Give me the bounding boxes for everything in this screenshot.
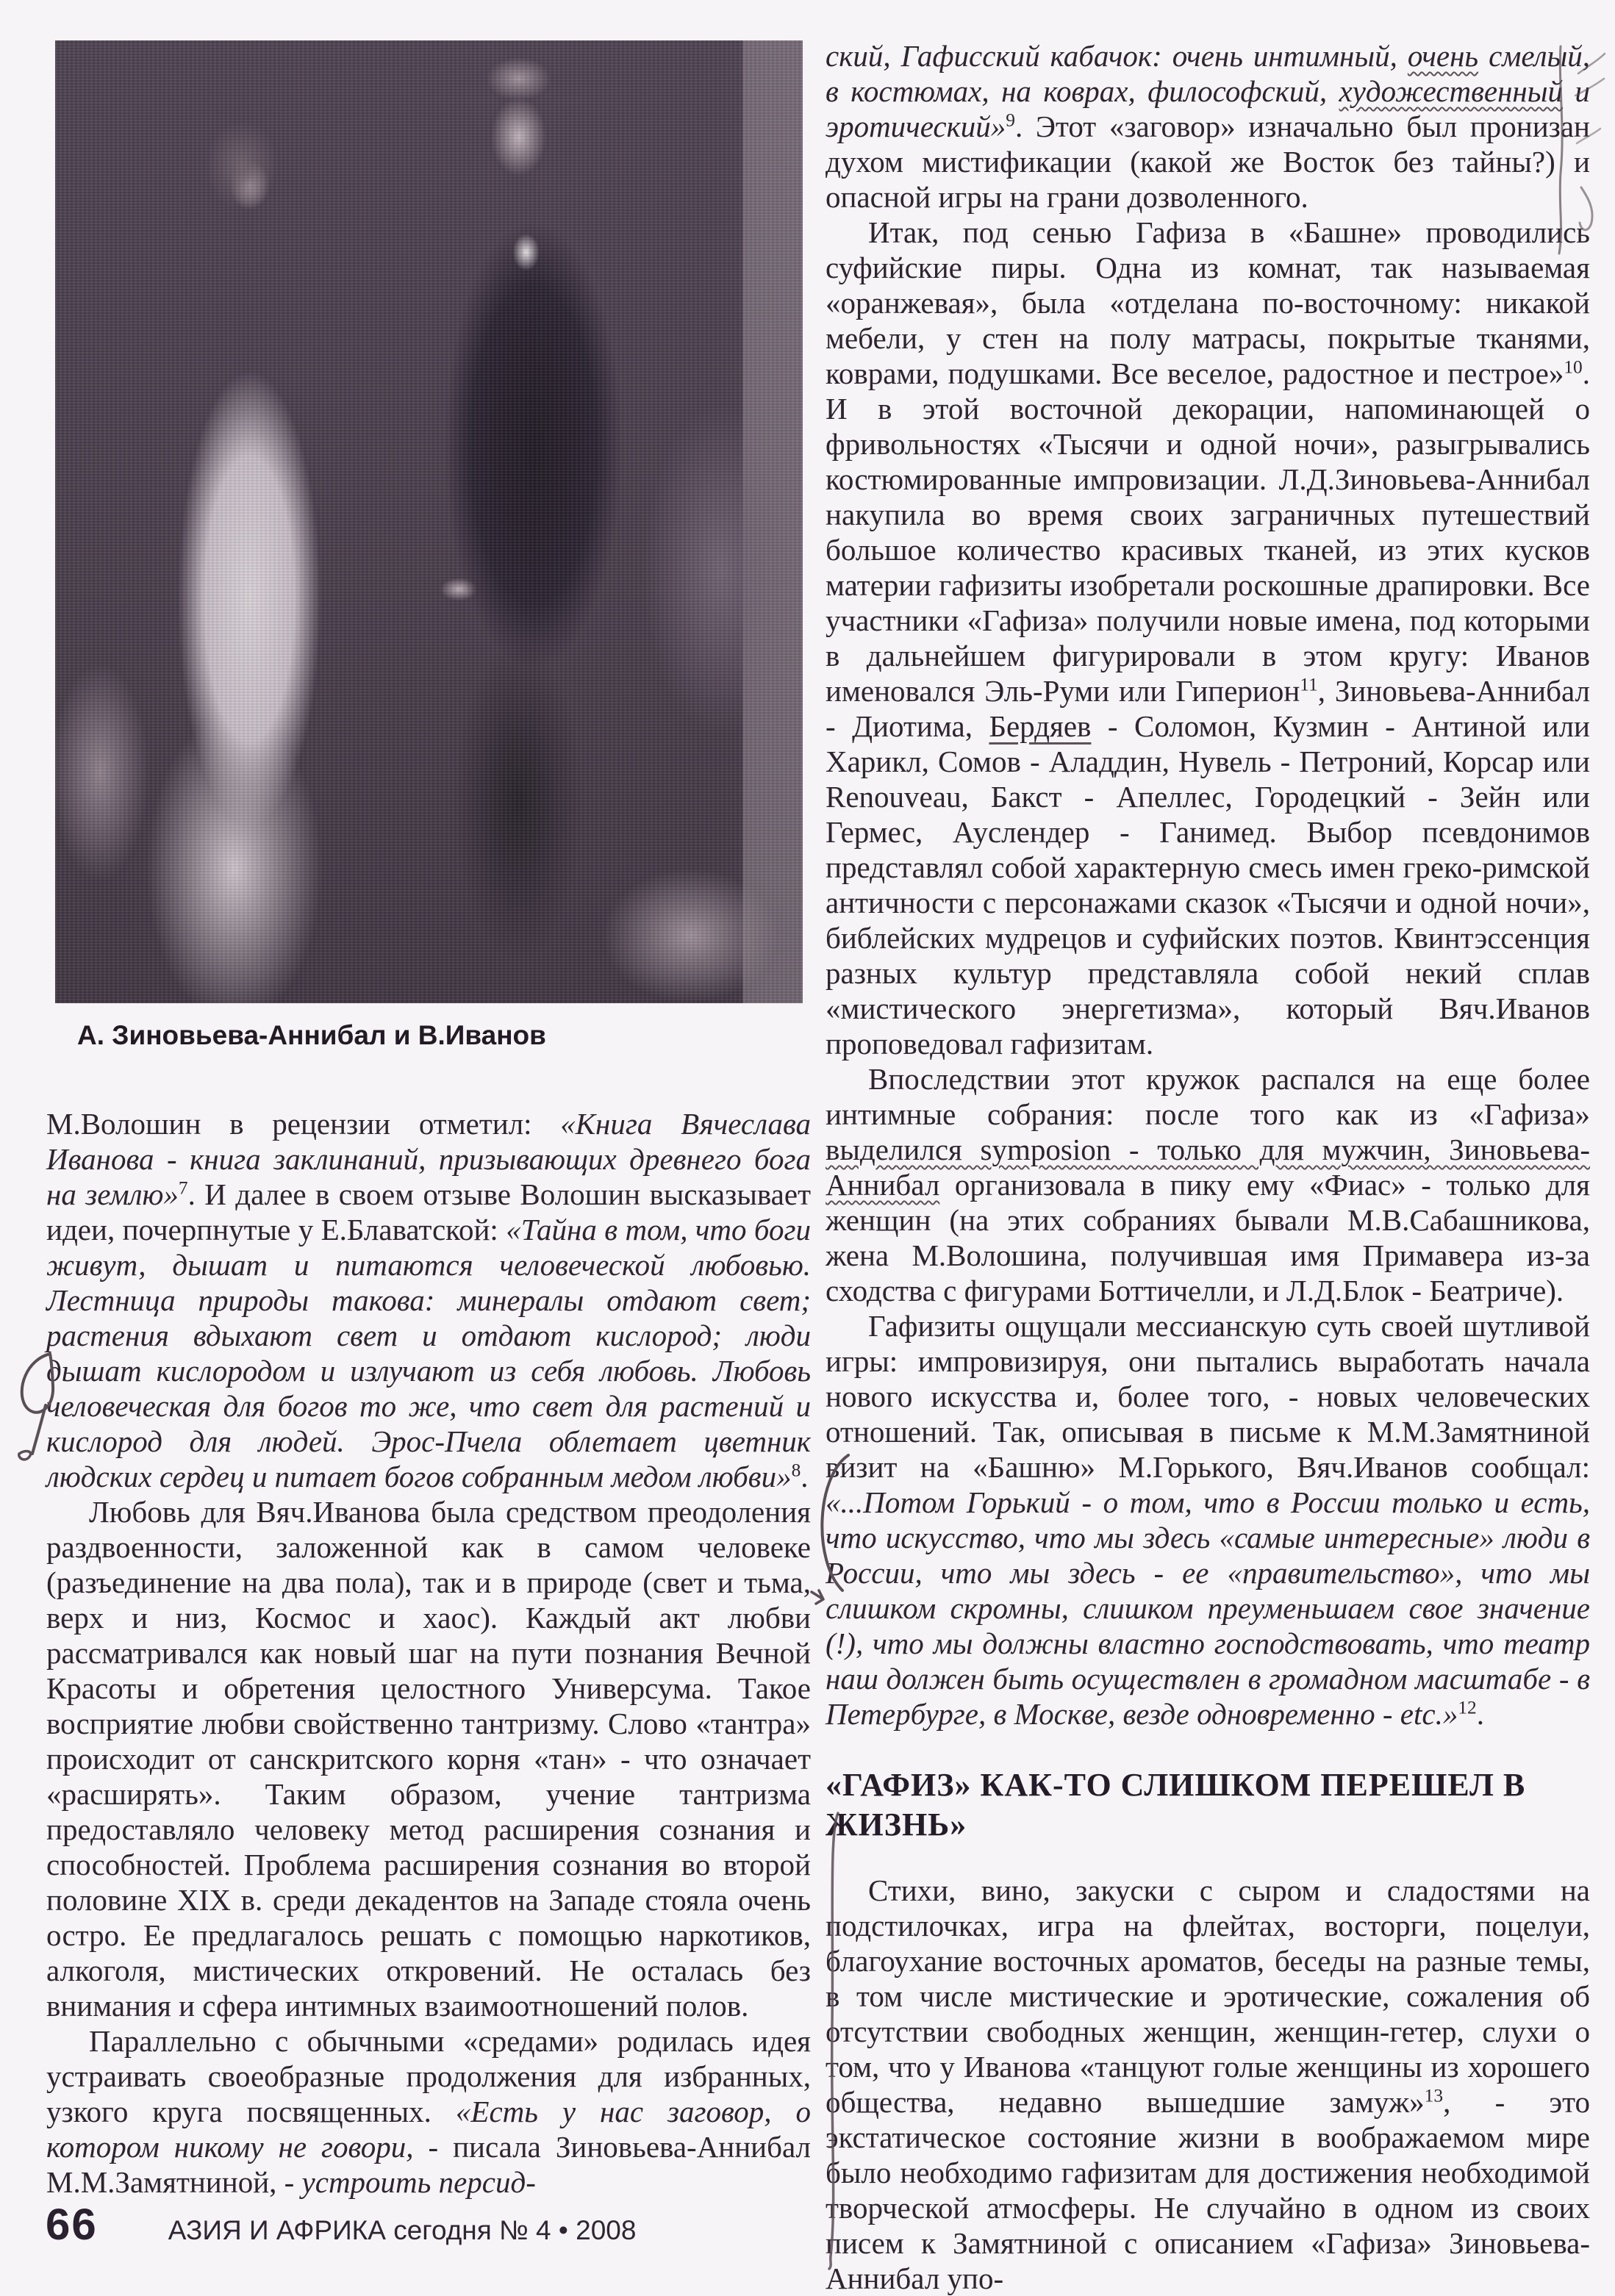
page-number: 66 [46, 2200, 98, 2249]
photo-caption: А. Зиновьева-Аннибал и В.Иванов [77, 1020, 546, 1050]
paragraph: Впоследствии этот кружок распался на еще более интимные собрания: после того как из «Гафиза» выделился symposion - только для мужчин, Зиновьева-Аннибал организовала в пику ему «Фиас» - только для женщин (на этих собраниях бывали М.В.Сабашникова, жена М.Волошина, получившая имя Примавера из-за сходства с фигурами Боттичелли, и Л.Д.Блок - Беатриче). [826, 1062, 1590, 1307]
journal-title: АЗИЯ И АФРИКА сегодня № 4 • 2008 [168, 2215, 637, 2245]
paragraph: Любовь для Вяч.Иванова была средством преодоления раздвоенности, заложенной как в самом человеке (разъединение на два пола), так и в природе (свет и тьма, верх и низ, Космос и хаос). Каждый акт любви рассматривался как новый шаг на пути познания Вечной Красоты и обретения целостного Универсума. Такое восприятие любви свойственно тантризму. Слово «тантра» происходит от санскритского корня «тан» - что означает «расширять». Таким образом, учение тантризма предоставляло человеку метод расширения сознания и способностей. Проблема расширения сознания во второй половине XIX в. среди декадентов на Западе стояла очень остро. Ее предлагалось решать с помощью наркотиков, алкоголя, мистических откровений. Не осталась без внимания и сфера интимных взаимоотношений полов. [46, 1495, 811, 2023]
paragraph: Итак, под сенью Гафиза в «Башне» проводились суфийские пиры. Одна из комнат, так называемая «оранжевая», была «отделана по-восточному: никакой мебели, у стен на полу матрасы, покрытые тканями, коврами, подушками. Все веселое, радостное и пестрое»$^{10}$. И в этой восточной декорации, напоминающей о фривольностях «Тысячи и одной ночи», разыгрывались костюмированные импровизации. Л.Д.Зиновьева-Аннибал накупила во время своих заграничных путешествий большое количество красивых тканей, из этих кусков материи гафизиты изобретали роскошные драпировки. Все участники «Гафиза» получили новые имена, под которыми в дальнейшем фигурировали в этом кругу: Иванов именовался Эль-Руми или Гиперион$^{11}$, Зиновьева-Аннибал - Диотима, Бердяев - Соломон, Кузмин - Антиной или Харикл, Сомов - Аладдин, Нувель - Петроний, Корсар или Renouveau, Бакст - Апеллес, Городецкий - Зейн или Гермес, Ауслендер - Ганимед. Выбор псевдонимов представлял собой характерную смесь имен греко-римской античности с персонажами сказок «Тысячи и одной ночи», библейских мудрецов и суфийских поэтов. Квинтэссенция разных культур представляла собой некий сплав «мистического энергетизма», который Вяч.Иванов проповедовал гафизитам. [826, 215, 1590, 1061]
paragraph: Гафизиты ощущали мессианскую суть своей шутливой игры: импровизируя, они пытались выработать начала нового искусства и, более того, - новых человеческих отношений. Так, описывая в письме к М.М.Замятниной визит на «Башню» М.Горького, Вяч.Иванов сообщал: «...Потом Горький - о том, что в России только и есть, что искусство, что мы здесь «самые интересные» люди в России, что мы здесь - ее «правительство», что мы слишком скромны, слишком преуменьшаем свое значение (!), что мы должны властно господствовать, что театр наш должен быть осуществлен в громадном масштабе - в Петербурге, в Москве, везде одновременно - etc.»$^{12}$. [826, 1309, 1590, 1731]
paragraph: ский, Гафисский кабачок: очень интимный, очень смелый, в костюмах, на коврах, философский, художественный и эротический»$^9$. Этот «заговор» изначально был пронизан духом мистификации (какой же Восток без тайны?) и опасной игры на грани дозволенного. [826, 39, 1591, 214]
left-column [46, 1106, 811, 2200]
right-column [826, 38, 1590, 2296]
footer [46, 2199, 781, 2250]
section-heading: «ГАФИЗ» КАК-ТО СЛИШКОМ ПЕРЕШЕЛ В ЖИЗНЬ» [826, 1767, 1526, 1843]
paragraph: Стихи, вино, закуски с сыром и сладостями на подстилочках, игра на флейтах, восторги, поцелуи, благоухание восточных ароматов, беседы на разные темы, в том числе мистические и эротические, сожаления об отсутствии свободных женщин, женщин-гетер, слухи о том, что у Иванова «танцуют голые женщины из хорошего общества, недавно вышедшие замуж»$^{13}$, - это экстатическое состояние жизни в воображаемом мире было необходимо гафизитам для достижения необходимой творческой атмосферы. Не случайно в одном из своих писем к Замятниной с описанием «Гафиза» Зиновьева-Аннибал упо- [826, 1873, 1590, 2295]
paragraph: М.Волошин в рецензии отметил: «Книга Вячеслава Иванова - книга заклинаний, призывающих древнего бога на землю»$^7$. И далее в своем отзыве Волошин высказывает идеи, почерпнутые у Е.Блаватской: «Тайна в том, что боги живут, дышат и питаются человеческой любовью. Лестница природы такова: минералы отдают свет; растения вдыхают свет и отдают кислород; люди дышат кислородом и излучают из себя любовь. Любовь человеческая для богов то же, что свет для растений и кислород для людей. Эрос-Пчела облетает цветник людских сердец и питает богов собранным медом любви»$^8$. [46, 1107, 811, 1493]
paragraph: Параллельно с обычными «средами» родилась идея устраивать своеобразные продолжения для избранных, узкого круга посвященных. «Есть у нас заговор, о котором никому не говори, - писала Зиновьева-Аннибал М.М.Замятниной, - устроить персид- [46, 2024, 811, 2199]
photo-zinovyeva-annibal-and-ivanov [55, 40, 803, 1003]
